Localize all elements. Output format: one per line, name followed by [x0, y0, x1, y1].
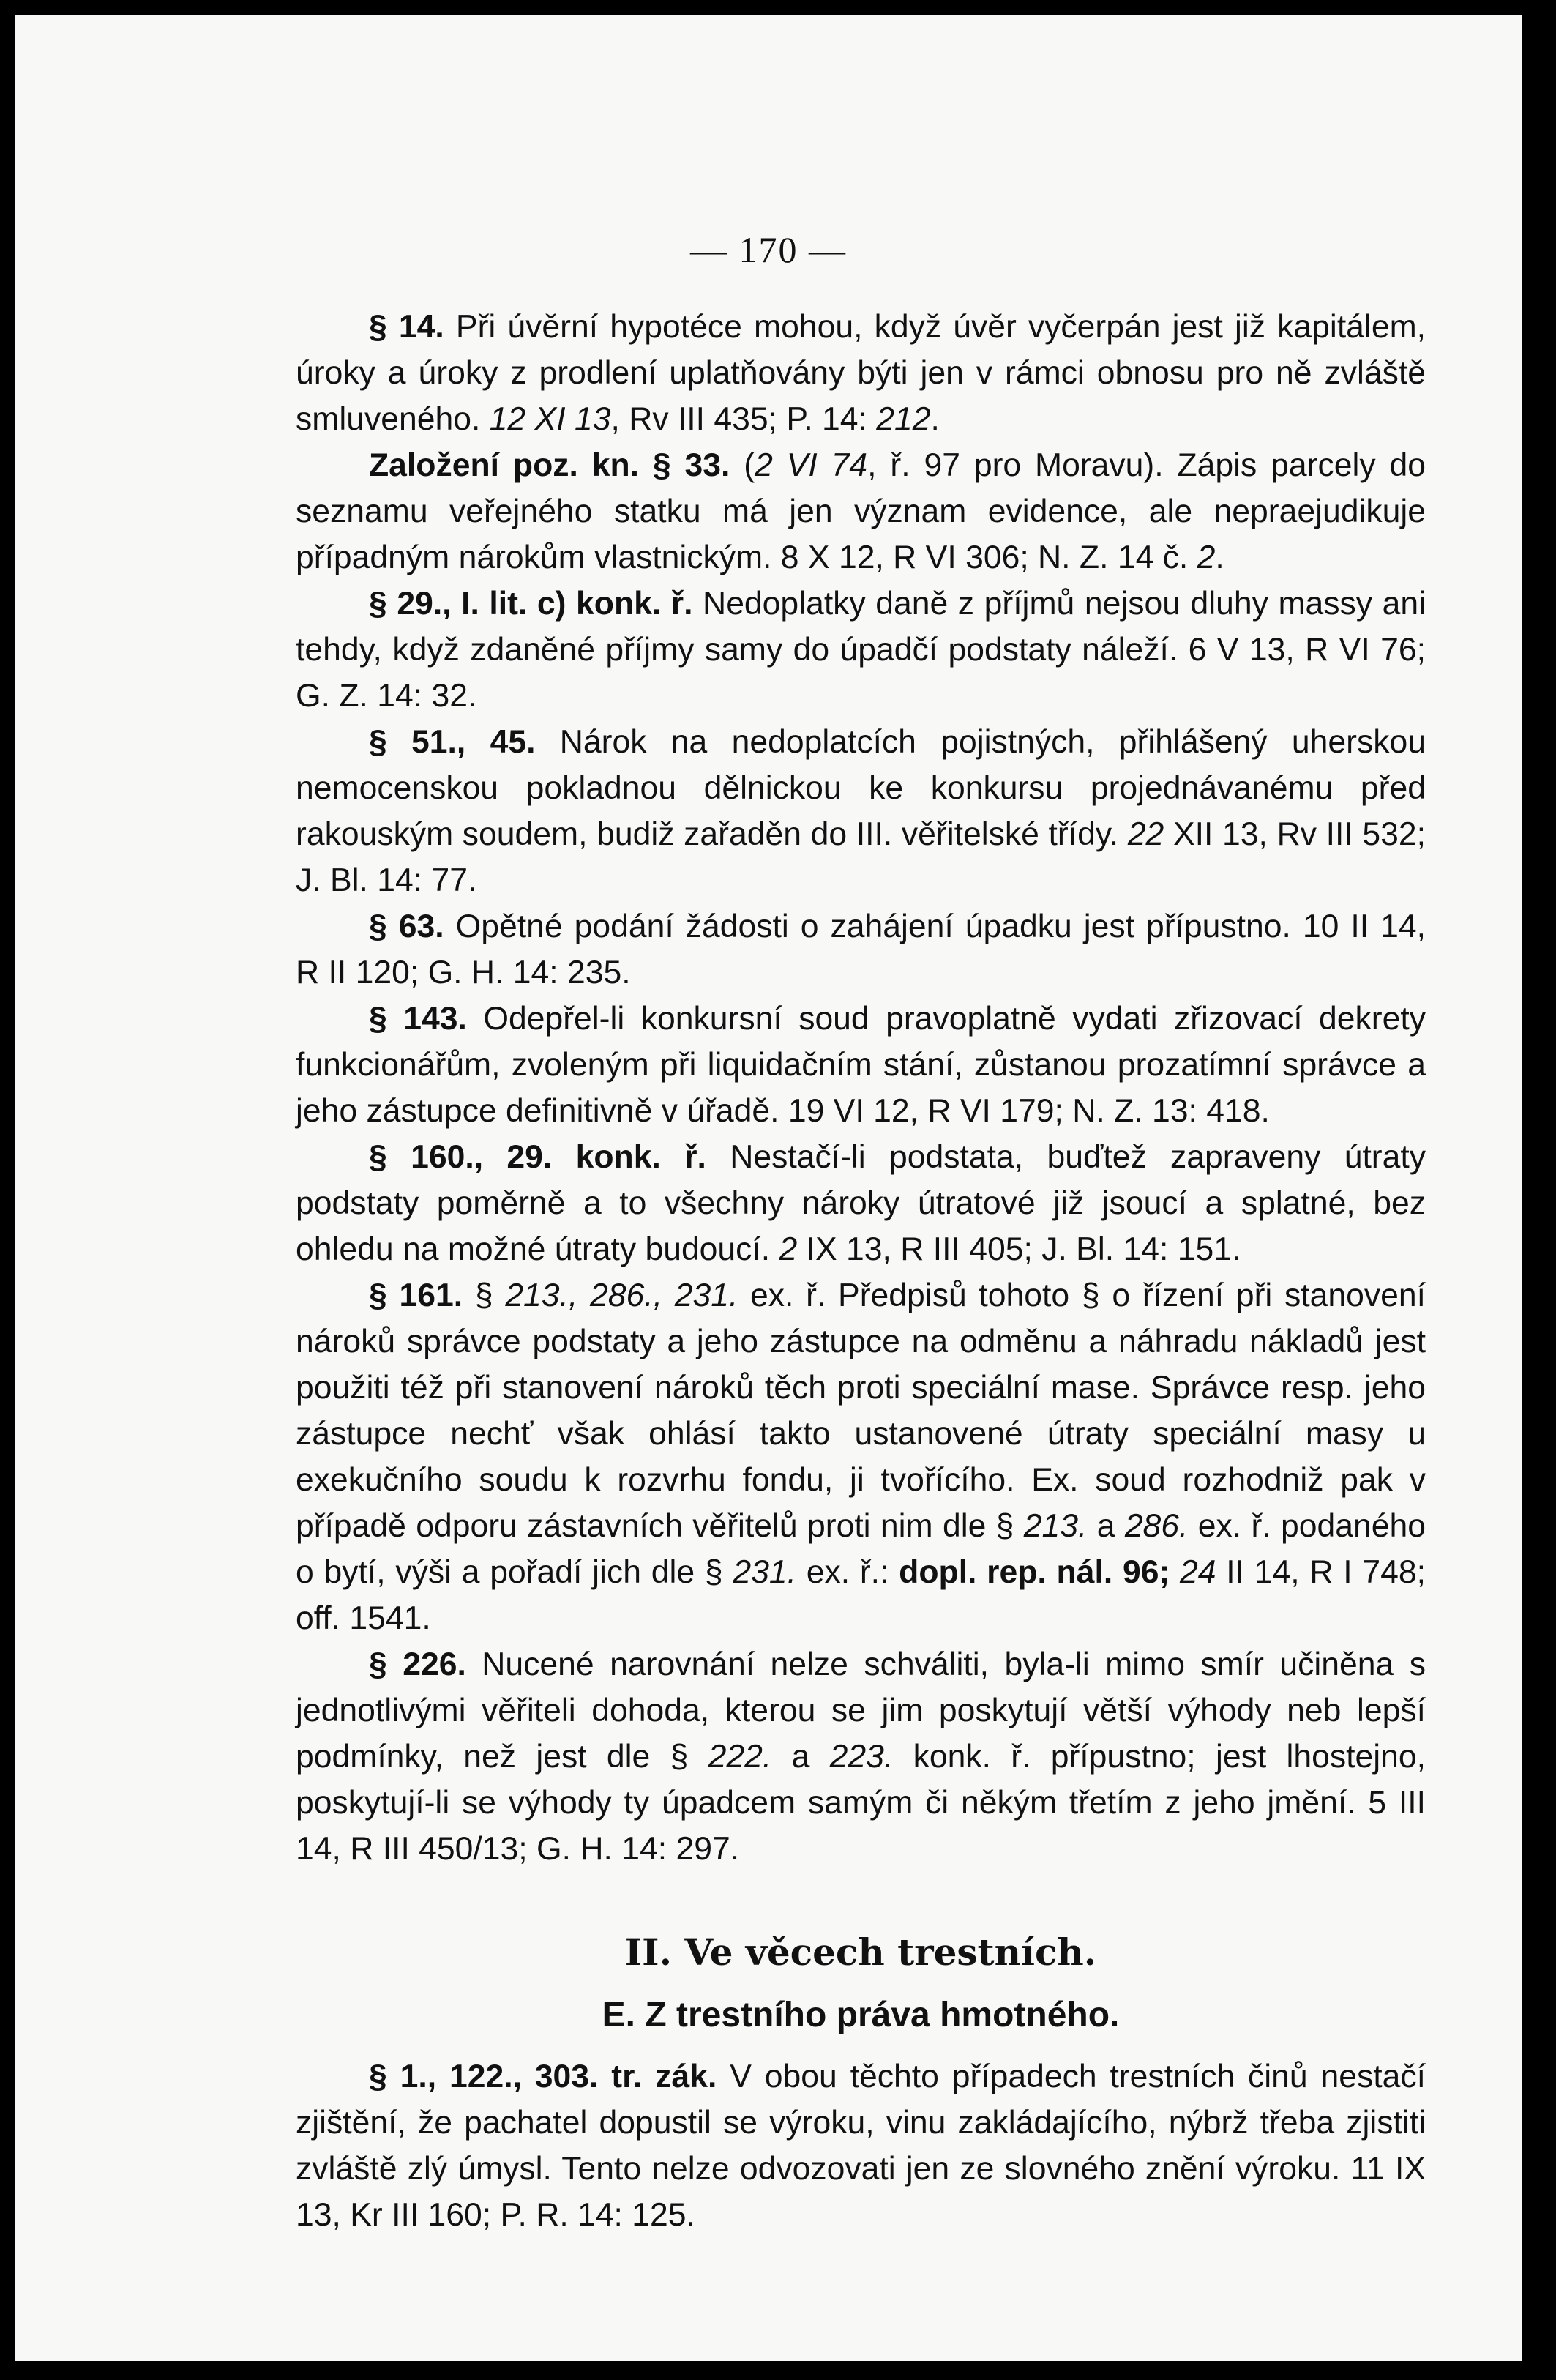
subsection-heading: E. Z trestního práva hmotného.	[602, 1996, 1120, 2034]
paragraph: § 160., 29. konk. ř. Nestačí-li podstata, buďtež zapraveny útraty podstaty poměrně a to všechny nároky útratové již jsoucí a splatné, bez ohledu na možné útraty budoucí. 2 IX 13, R III 405; J. Bl. 14: 151.	[296, 1139, 1426, 1267]
paragraph: § 1., 122., 303. tr. zák. V obou těchto případech trestních činů nestačí zjištění, že pachatel dopustil se výroku, vinu zakládajícího, nýbrž třeba zjistiti zvláště zlý úmysl. Tento nelze odvozovati jen ze slovného znění výroku. 11 IX 13, Kr III 160; P. R. 14: 125.	[296, 2059, 1426, 2233]
paragraph: § 29., I. lit. c) konk. ř. Nedoplatky daně z příjmů nejsou dluhy massy ani tehdy, když zdaněné příjmy samy do úpadčí podstaty náleží. 6 V 13, R VI 76; G. Z. 14: 32.	[296, 586, 1426, 714]
paragraph: § 143. Odepřel-li konkursní soud pravoplatně vydati zřizovací dekrety funkcionářům, zvoleným při liquidačním stání, zůstanou prozatímní správce a jeho zástupce definitivně v úřadě. 19 VI 12, R VI 179; N. Z. 13: 418.	[296, 1001, 1426, 1129]
paragraph: § 63. Opětné podání žádosti o zahájení úpadku jest přípustno. 10 II 14, R II 120; G. H. 14: 235.	[296, 909, 1426, 991]
page-body	[296, 304, 1426, 2238]
page-number: — 170 —	[690, 229, 847, 270]
paragraph: § 51., 45. Nárok na nedoplatcích pojistných, přihlášený uherskou nemocenskou pokladnou dělnickou ke konkursu projednávanému před rakouským soudem, budiž zařaděn do III. věřitelské třídy. 22 XII 13, Rv III 532; J. Bl. 14: 77.	[296, 724, 1426, 898]
paragraph: § 161. § 213., 286., 231. ex. ř. Předpisů tohoto § o řízení při stanovení nároků správce podstaty a jeho zástupce na odměnu a náhradu nákladů jest použiti též při stanovení nároků těch proti speciální mase. Správce resp. jeho zástupce nechť však ohlásí takto ustanovené útraty speciální masy u exekučního soudu k rozvrhu fondu, ji tvořícího. Ex. soud rozhodniž pak v případě odporu zástavních věřitelů proti nim dle § 213. a 286. ex. ř. podaného o bytí, výši a pořadí jich dle § 231. ex. ř.: dopl. rep. nál. 96; 24 II 14, R I 748; off. 1541.	[296, 1277, 1426, 1636]
section-heading: II. Ve věcech trestních.	[624, 1931, 1097, 1974]
paragraph: Založení poz. kn. § 33. (2 VI 74, ř. 97 pro Moravu). Zápis parcely do seznamu veřejného statku má jen význam evidence, ale nepraejudikuje případným nárokům vlastnickým. 8 X 12, R VI 306; N. Z. 14 č. 2.	[296, 447, 1426, 575]
book-page	[15, 15, 1522, 2361]
paragraph: § 14. Při úvěrní hypotéce mohou, když úvěr vyčerpán jest již kapitálem, úroky a úroky z prodlení uplatňovány býti jen v rámci obnosu pro ně zvláště smluveného. 12 XI 13, Rv III 435; P. 14: 212.	[296, 309, 1426, 437]
paragraph: § 226. Nucené narovnání nelze schváliti, byla-li mimo smír učiněna s jednotlivými věřiteli dohoda, kterou se jim poskytují větší výhody neb lepší podmínky, než jest dle § 222. a 223. konk. ř. přípustno; jest lhostejno, poskytují-li se výhody ty úpadcem samým či někým třetím z jeho jmění. 5 III 14, R III 450/13; G. H. 14: 297.	[296, 1646, 1426, 1867]
